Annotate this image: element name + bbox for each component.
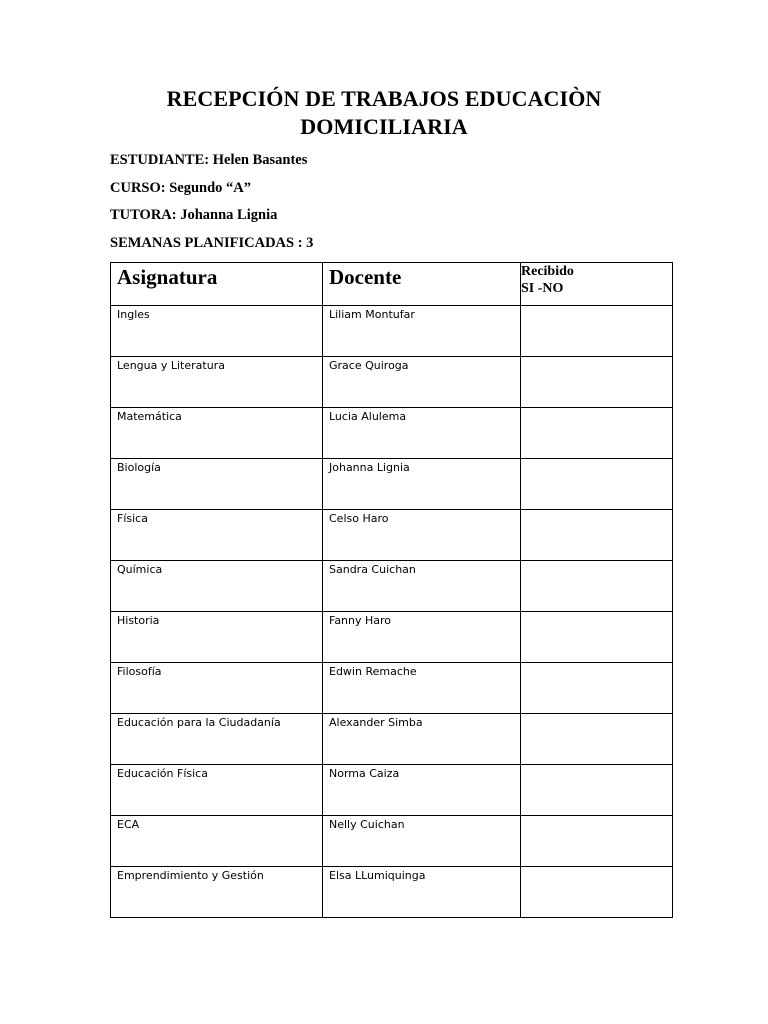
table-row bbox=[111, 765, 673, 816]
teacher-text: Nelly Cuichan bbox=[329, 818, 405, 831]
subject-cell bbox=[111, 816, 323, 867]
received-text bbox=[521, 459, 672, 461]
table-row bbox=[111, 867, 673, 918]
received-text bbox=[521, 663, 672, 665]
teacher-cell bbox=[323, 306, 521, 357]
received-cell[interactable] bbox=[521, 765, 673, 816]
received-cell[interactable] bbox=[521, 408, 673, 459]
teacher-text: Edwin Remache bbox=[329, 665, 417, 678]
teacher-cell bbox=[323, 816, 521, 867]
received-cell[interactable] bbox=[521, 306, 673, 357]
teacher-cell bbox=[323, 459, 521, 510]
received-text bbox=[521, 765, 672, 767]
course-value: Segundo “A” bbox=[169, 180, 252, 196]
subject-text: Química bbox=[117, 563, 163, 576]
subject-text: Ingles bbox=[117, 308, 150, 321]
table-row bbox=[111, 408, 673, 459]
subject-text: Historia bbox=[117, 614, 160, 627]
teacher-text: Elsa LLumiquinga bbox=[329, 869, 426, 882]
received-text bbox=[521, 408, 672, 410]
teacher-cell bbox=[323, 408, 521, 459]
tutor-label: TUTORA: bbox=[110, 207, 177, 223]
student-line bbox=[110, 151, 307, 169]
received-text bbox=[521, 816, 672, 818]
subject-cell bbox=[111, 612, 323, 663]
subject-cell bbox=[111, 510, 323, 561]
subject-text: Educación Física bbox=[117, 767, 208, 780]
table-row bbox=[111, 612, 673, 663]
subject-text: ECA bbox=[117, 818, 140, 831]
received-text bbox=[521, 561, 672, 563]
received-header-line1: Recibido bbox=[521, 264, 574, 279]
course-label: CURSO: bbox=[110, 180, 166, 196]
table-header-row bbox=[111, 263, 673, 306]
teacher-cell bbox=[323, 663, 521, 714]
received-text bbox=[521, 612, 672, 614]
subject-cell bbox=[111, 408, 323, 459]
table-row bbox=[111, 459, 673, 510]
subject-cell bbox=[111, 867, 323, 918]
subject-column-header bbox=[111, 263, 323, 306]
subject-text: Lengua y Literatura bbox=[117, 359, 225, 372]
teacher-text: Grace Quiroga bbox=[329, 359, 409, 372]
received-text bbox=[521, 510, 672, 512]
student-value: Helen Basantes bbox=[212, 152, 308, 168]
subject-cell bbox=[111, 561, 323, 612]
received-column-header bbox=[521, 263, 673, 306]
table-row bbox=[111, 663, 673, 714]
received-text bbox=[521, 867, 672, 869]
table-row bbox=[111, 816, 673, 867]
subject-header-label: Asignatura bbox=[117, 265, 218, 289]
teacher-text: Lucia Alulema bbox=[329, 410, 407, 423]
weeks-value: 3 bbox=[306, 235, 314, 251]
received-cell[interactable] bbox=[521, 357, 673, 408]
teacher-cell bbox=[323, 765, 521, 816]
teacher-cell bbox=[323, 714, 521, 765]
teacher-text: Liliam Montufar bbox=[329, 308, 415, 321]
tutor-value: Johanna Lignia bbox=[180, 207, 278, 223]
teacher-cell bbox=[323, 612, 521, 663]
subject-text: Emprendimiento y Gestión bbox=[117, 869, 264, 882]
table-row bbox=[111, 714, 673, 765]
received-cell[interactable] bbox=[521, 663, 673, 714]
weeks-label: SEMANAS PLANIFICADAS : bbox=[110, 235, 303, 251]
reception-table bbox=[110, 262, 673, 918]
table-row bbox=[111, 561, 673, 612]
teacher-column-header bbox=[323, 263, 521, 306]
received-cell[interactable] bbox=[521, 459, 673, 510]
received-cell[interactable] bbox=[521, 867, 673, 918]
teacher-text: Norma Caiza bbox=[329, 767, 400, 780]
received-cell[interactable] bbox=[521, 510, 673, 561]
received-cell[interactable] bbox=[521, 612, 673, 663]
table-row bbox=[111, 510, 673, 561]
received-text bbox=[521, 714, 672, 716]
teacher-cell bbox=[323, 510, 521, 561]
subject-cell bbox=[111, 663, 323, 714]
document-title: RECEPCIÓN DE TRABAJOS EDUCACIÒN DOMICILIARIA bbox=[166, 86, 602, 139]
teacher-text: Johanna Lignia bbox=[329, 461, 410, 474]
table-row bbox=[111, 306, 673, 357]
received-cell[interactable] bbox=[521, 816, 673, 867]
teacher-text: Celso Haro bbox=[329, 512, 389, 525]
received-text bbox=[521, 357, 672, 359]
received-cell[interactable] bbox=[521, 714, 673, 765]
table-row bbox=[111, 357, 673, 408]
subject-cell bbox=[111, 459, 323, 510]
subject-text: Educación para la Ciudadanía bbox=[117, 716, 281, 729]
teacher-text: Sandra Cuichan bbox=[329, 563, 416, 576]
received-header-line2: SI -NO bbox=[521, 281, 564, 296]
teacher-header-label: Docente bbox=[329, 265, 402, 289]
teacher-cell bbox=[323, 867, 521, 918]
subject-cell bbox=[111, 357, 323, 408]
student-label: ESTUDIANTE: bbox=[110, 152, 210, 168]
subject-text: Biología bbox=[117, 461, 161, 474]
weeks-line bbox=[110, 234, 313, 252]
teacher-cell bbox=[323, 561, 521, 612]
course-line bbox=[110, 179, 251, 197]
received-text bbox=[521, 306, 672, 308]
subject-text: Matemática bbox=[117, 410, 182, 423]
subject-cell bbox=[111, 714, 323, 765]
teacher-cell bbox=[323, 357, 521, 408]
teacher-text: Fanny Haro bbox=[329, 614, 392, 627]
subject-text: Física bbox=[117, 512, 148, 525]
tutor-line bbox=[110, 206, 277, 224]
teacher-text: Alexander Simba bbox=[329, 716, 423, 729]
received-cell[interactable] bbox=[521, 561, 673, 612]
subject-cell bbox=[111, 306, 323, 357]
subject-cell bbox=[111, 765, 323, 816]
subject-text: Filosofía bbox=[117, 665, 162, 678]
